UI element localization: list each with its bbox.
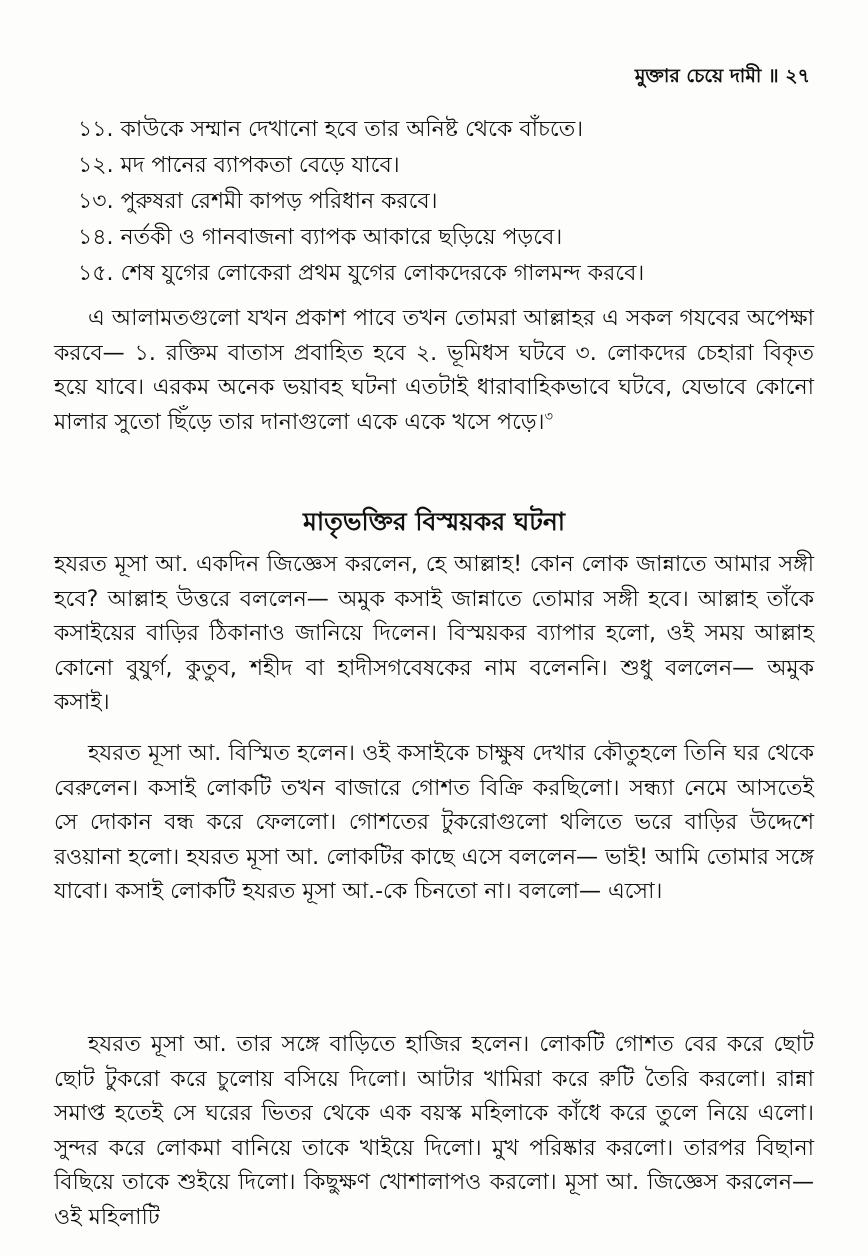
list-item: ১৩. পুরুষরা রেশমী কাপড় পরিধান করবে। <box>78 189 438 214</box>
paragraph-story-market: হযরত মূসা আ. বিস্মিত হলেন। ওই কসাইকে চাক্ষুষ দেখার কৌতুহলে তিনি ঘর থেকে বেরুলেন। কসাই লোকটি তখন বাজারে গোশত বিক্রি করছিলো। সন্ধ্যা নেমে আসতেই সে দোকান বন্ধ করে ফেললো। গোশতের টুকরোগুলো থলিতে ভরে বাড়ির উদ্দেশে রওয়ানা হলো। হযরত মূসা আ. লোকটির কাছে এসে বললেন— ভাই! আমি তোমার সঙ্গে যাবো। কসাই লোকটি হযরত মূসা আ.-কে চিনতো না। বললো— এসো। <box>54 741 814 904</box>
list-item: ১৫. শেষ যুগের লোকেরা প্রথম যুগের লোকদেরকে গালমন্দ করবে। <box>78 261 645 286</box>
paragraph-signs <box>54 302 814 440</box>
running-header: মুক্তার চেয়ে দামী ॥ ২৭ <box>634 65 810 87</box>
list-item: ১৪. নর্তকী ও গানবাজনা ব্যাপক আকারে ছড়িয়ে পড়বে। <box>78 225 563 250</box>
paragraph-signs-text: এ আলামতগুলো যখন প্রকাশ পাবে তখন তোমরা আল্লাহর এ সকল গযবের অপেক্ষা করবে— ১. রক্তিম বাতাস প্রবাহিত হবে ২. ভূমিধস ঘটবে ৩. লোকদের চেহারা বিকৃত হয়ে যাবে। এরকম অনেক ভয়াবহ ঘটনা এতটাই ধারাবাহিকভাবে ঘটবে, যেভাবে কোনো মালার সুতো ছিঁড়ে তার দানাগুলো একে একে খসে পড়ে। <box>54 306 814 435</box>
section-heading: মাতৃভক্তির বিস্ময়কর ঘটনা <box>302 507 566 536</box>
numbered-list <box>78 112 818 292</box>
footnote-marker[interactable]: ৩ <box>544 409 553 425</box>
paragraph-story-home: হযরত মূসা আ. তার সঙ্গে বাড়িতে হাজির হলেন। লোকটি গোশত বের করে ছোট ছোট টুকরো করে চুলোয় বসিয়ে দিলো। আটার খামিরা করে রুটি তৈরি করলো। রান্না সমাপ্ত হতেই সে ঘরের ভিতর থেকে এক বয়স্ক মহিলাকে কাঁধে করে তুলে নিয়ে এলো। সুন্দর করে লোকমা বানিয়ে তাকে খাইয়ে দিলো। মুখ পরিষ্কার করলো। তারপর বিছানা বিছিয়ে তাকে শুইয়ে দিলো। কিছুক্ষণ খোশালাপও করলো। মূসা আ. জিজ্ঞেস করলেন— ওই মহিলাটি <box>54 1032 814 1230</box>
list-item: ১১. কাউকে সম্মান দেখানো হবে তার অনিষ্ট থেকে বাঁচতে। <box>78 117 584 142</box>
paragraph-story-intro: হযরত মূসা আ. একদিন জিজ্ঞেস করলেন, হে আল্লাহ! কোন লোক জান্নাতে আমার সঙ্গী হবে? আল্লাহ উত্তরে বললেন— অমুক কসাই জান্নাতে তোমার সঙ্গী হবে। আল্লাহ তাঁকে কসাইয়ের বাড়ির ঠিকানাও জানিয়ে দিলেন। বিস্ময়কর ব্যাপার হলো, ওই সময় আল্লাহ কোনো বুযুর্গ, কুতুব, শহীদ বা হাদীসগবেষকের নাম বলেননি। শুধু বললেন— অমুক কসাই। <box>54 552 814 715</box>
list-item: ১২. মদ পানের ব্যাপকতা বেড়ে যাবে। <box>78 153 400 178</box>
